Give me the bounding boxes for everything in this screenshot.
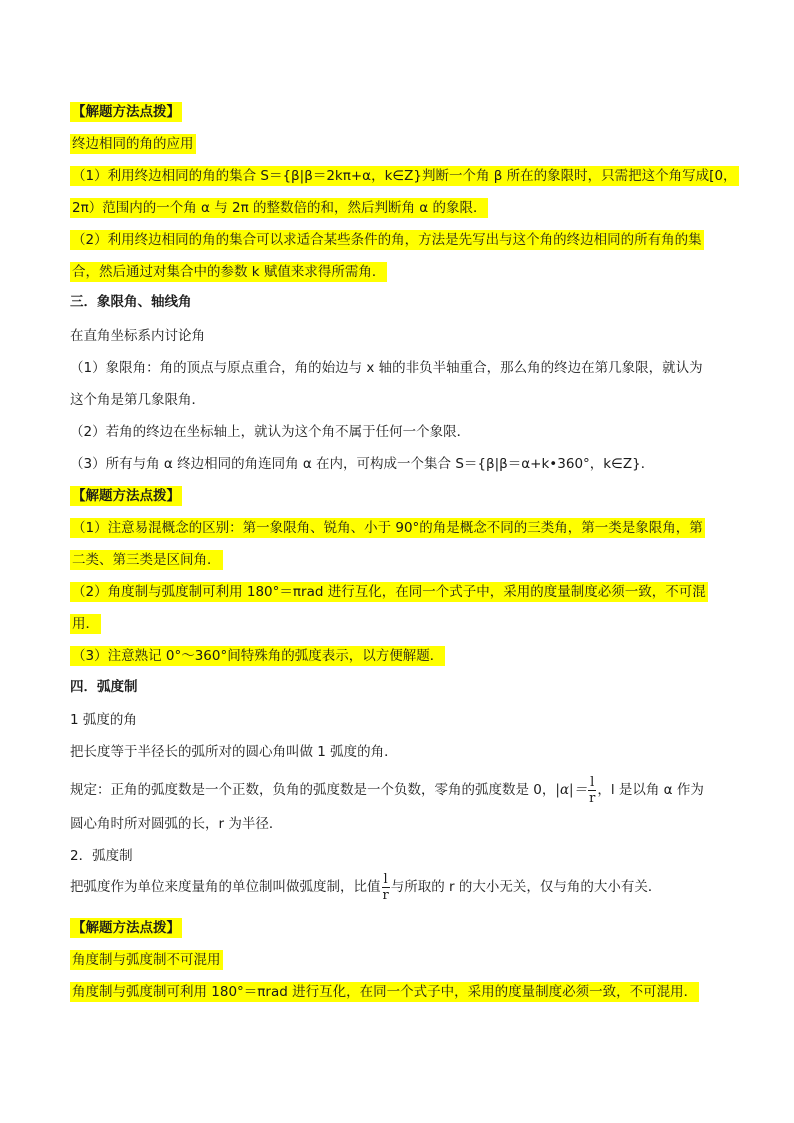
paragraph: 规定：正角的弧度数是一个正数，负角的弧度数是一个负数，零角的弧度数是 0，|α|＝ $\frac{l}{r}$ ，l 是以角 α 作为 (70, 774, 704, 806)
paragraph: 2．弧度制 (70, 848, 133, 864)
paragraph: 把弧度作为单位来度量角的单位制叫做弧度制，比值 $\frac{l}{r}$ 与所取的 r 的大小无关，仅与角的大小有关． (70, 871, 662, 903)
paragraph: （2）若角的终边在坐标轴上，就认为这个角不属于任何一个象限． (70, 424, 471, 440)
tip-item-continuation: 用． (72, 616, 99, 632)
paragraph: 这个角是第几象限角． (70, 392, 205, 408)
paragraph: （3）所有与角 α 终边相同的角连同角 α 在内，可构成一个集合 S＝{β|β＝α+k•360°，k∈Z}． (70, 456, 655, 472)
tip-item-continuation: 二类、第三类是区间角． (72, 552, 221, 568)
tip-item: （2）角度制与弧度制可利用 180°＝πrad 进行互化，在同一个式子中，采用的度量制度必须一致，不可混 (72, 584, 706, 600)
tip-item: （1）注意易混概念的区别：第一象限角、锐角、小于 90°的角是概念不同的三类角，第一类是象限角，第 (72, 520, 703, 536)
tip-item-continuation: 合，然后通过对集合中的参数 k 赋值来求得所需角． (72, 264, 386, 280)
tip-heading: 【解题方法点拨】 (72, 920, 180, 936)
tip-item: 角度制与弧度制可利用 180°＝πrad 进行互化，在同一个式子中，采用的度量制度必须一致，不可混用． (72, 984, 698, 1000)
tip-item: （3）注意熟记 0°～360°间特殊角的弧度表示，以方便解题． (72, 648, 444, 664)
fraction: $\frac{l}{r}$ (589, 774, 596, 806)
tip-subtitle: 终边相同的角的应用 (72, 136, 194, 152)
paragraph: 1 弧度的角 (70, 712, 137, 728)
paragraph: 在直角坐标系内讨论角 (70, 328, 205, 344)
tip-item-continuation: 2π）范围内的一个角 α 与 2π 的整数倍的和，然后判断角 α 的象限． (72, 200, 487, 216)
tip-subtitle: 角度制与弧度制不可混用 (72, 952, 221, 968)
fraction: $\frac{l}{r}$ (382, 871, 389, 903)
section-title: 四．弧度制 (70, 679, 138, 695)
tip-item: （1）利用终边相同的角的集合 S＝{β|β＝2kπ+α，k∈Z}判断一个角 β 所在的象限时，只需把这个角写成[0， (72, 168, 737, 184)
paragraph: 把长度等于半径长的弧所对的圆心角叫做 1 弧度的角． (70, 744, 398, 760)
paragraph: 圆心角时所对圆弧的长，r 为半径． (70, 816, 283, 832)
tip-heading: 【解题方法点拨】 (72, 488, 180, 504)
section-title: 三．象限角、轴线角 (70, 294, 192, 310)
paragraph: （1）象限角：角的顶点与原点重合，角的始边与 x 轴的非负半轴重合，那么角的终边在第几象限，就认为 (70, 360, 703, 376)
tip-heading: 【解题方法点拨】 (72, 104, 180, 120)
tip-item: （2）利用终边相同的角的集合可以求适合某些条件的角，方法是先写出与这个角的终边相同的所有角的集 (72, 232, 702, 248)
